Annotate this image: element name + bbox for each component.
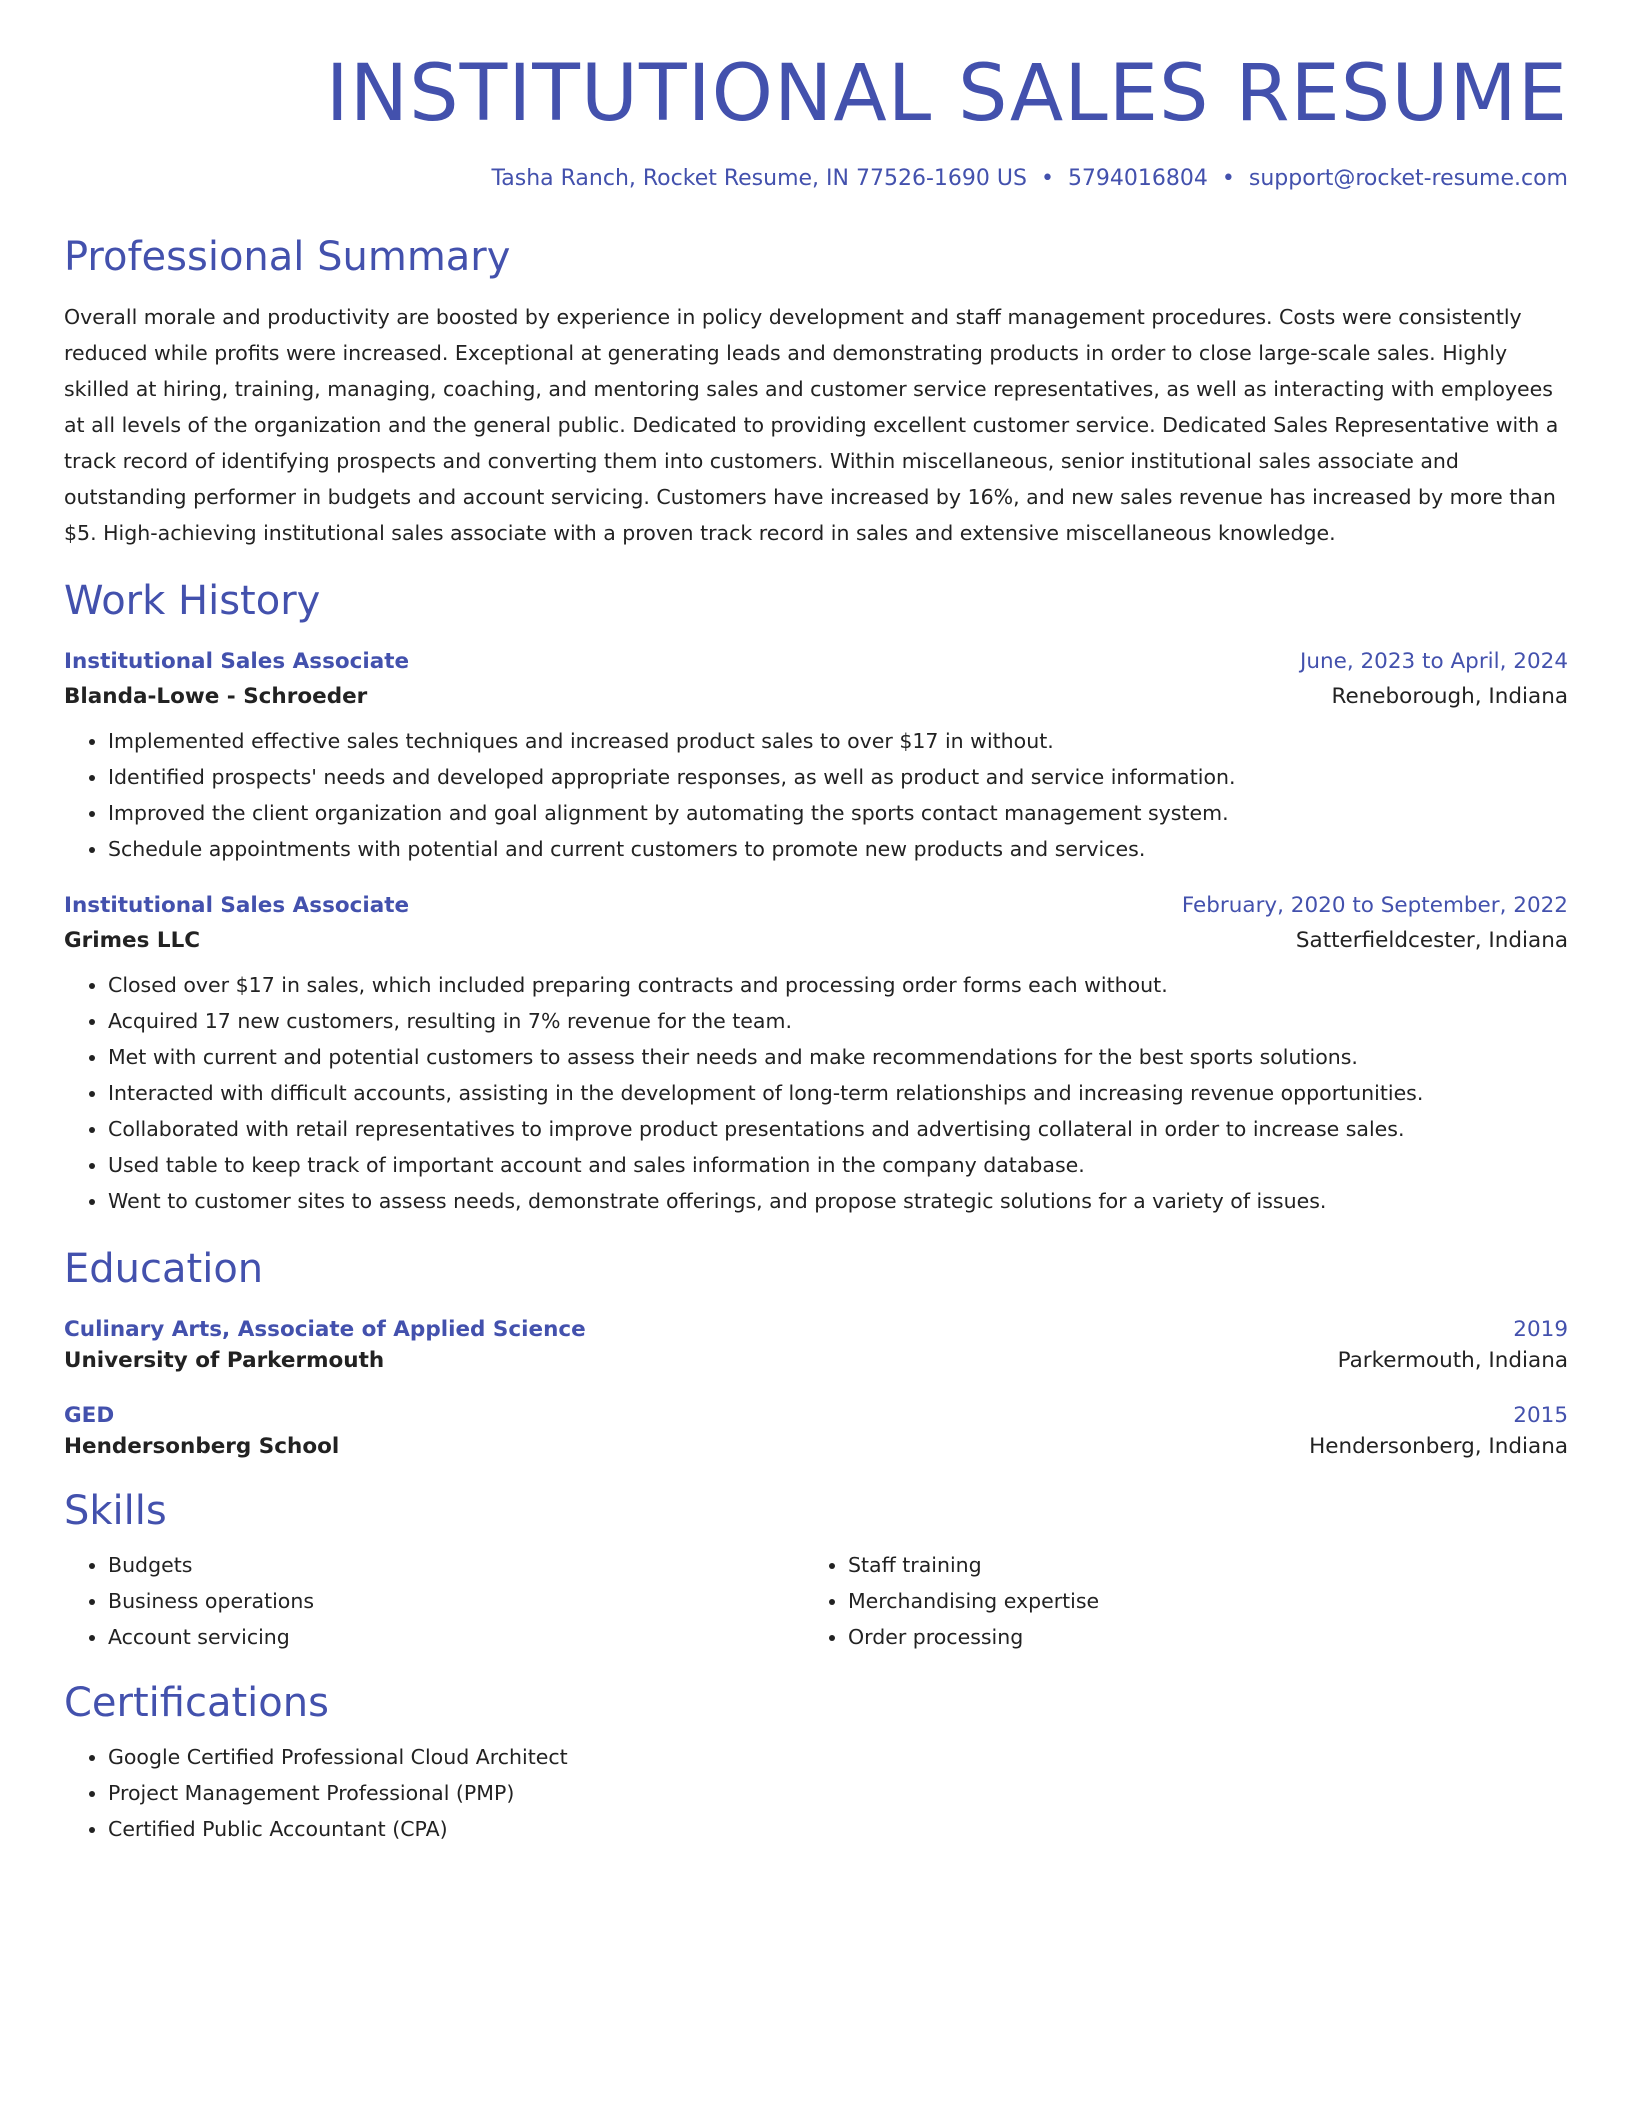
list-item: • Collaborated with retail representatives to improve product presentations and advertising collateral in order to increase sales. [108,1111,1568,1147]
skills-column-right [804,1547,1544,1655]
summary-text: Overall morale and productivity are boosted by experience in policy development and staff management procedures. Costs were consistently reduced while profits were increased. Exceptional at generating leads and demonstrating products in order to close large-scale sales. Highly skilled at hiring, training, managing, coaching, and mentoring sales and customer service representatives, as well as interacting with employees at all levels of the organization and the general public. Dedicated to providing excellent customer service. Dedicated Sales Representative with a track record of identifying prospects and converting them into customers. Within miscellaneous, senior institutional sales associate and outstanding performer in budgets and account servicing. Customers have increased by 16%, and new sales revenue has increased by more than $5. High-achieving institutional sales associate with a proven track record in sales and extensive miscellaneous knowledge. [64,304,1559,545]
job-bullets [64,967,1568,1219]
job-header-row [64,893,1568,918]
education-entry [64,1403,1568,1459]
skill-item: • Business operations [108,1583,804,1619]
certification-item: • Google Certified Professional Cloud Architect [108,1739,1568,1775]
list-item: • Implemented effective sales techniques and increased product sales to over $17 in without. [108,723,1568,759]
certifications-list [64,1739,1568,1847]
resume-title: INSTITUTIONAL SALES RESUME [325,49,1568,139]
job-company-row [64,928,1568,953]
education-location: Parkermouth, Indiana [1337,1347,1568,1373]
education-school: University of Parkermouth [64,1347,385,1373]
work-history-heading: Work History [64,577,321,624]
job-company: Blanda-Lowe - Schroeder [64,683,368,709]
list-item: • Schedule appointments with potential and current customers to promote new products and services. [108,831,1568,867]
contact-line [64,166,1568,191]
education-entry [64,1317,1568,1373]
skills-list [804,1547,1544,1655]
education-degree: GED [64,1402,115,1428]
list-item: • Met with current and potential customers to assess their needs and make recommendations for the best sports solutions. [108,1039,1568,1075]
education-year: 2015 [1513,1402,1568,1428]
skill-item: • Budgets [108,1547,804,1583]
job-company-row [64,684,1568,709]
list-item: • Identified prospects' needs and developed appropriate responses, as well as product and service information. [108,759,1568,795]
list-item: • Went to customer sites to assess needs, demonstrate offerings, and propose strategic solutions for a variety of issues. [108,1183,1568,1219]
education-school-row [64,1348,1568,1373]
certifications-heading: Certifications [64,1679,329,1726]
job-location: Satterfieldcester, Indiana [1295,927,1568,953]
skills-grid [64,1547,1568,1655]
skill-item: • Merchandising expertise [848,1583,1544,1619]
education-year: 2019 [1513,1316,1568,1342]
list-item: • Used table to keep track of important account and sales information in the company database. [108,1147,1568,1183]
contact-phone: 5794016804 [1067,165,1208,191]
job-dates: February, 2020 to September, 2022 [1181,892,1568,918]
contact-separator: • [1221,165,1235,191]
education-location: Hendersonberg, Indiana [1309,1433,1568,1459]
job-entry [64,649,1568,867]
skills-column-left [64,1547,804,1655]
list-item: • Improved the client organization and goal alignment by automating the sports contact management system. [108,795,1568,831]
summary-heading: Professional Summary [64,233,511,280]
contact-address: Tasha Ranch, Rocket Resume, IN 77526-1690 US [491,165,1027,191]
education-school-row [64,1434,1568,1459]
education-heading: Education [64,1245,264,1292]
contact-email[interactable]: support@rocket-resume.com [1248,165,1568,191]
list-item: • Interacted with difficult accounts, assisting in the development of long-term relationships and increasing revenue opportunities. [108,1075,1568,1111]
job-header-row [64,649,1568,674]
certification-item: • Project Management Professional (PMP) [108,1775,1568,1811]
list-item: • Closed over $17 in sales, which included preparing contracts and processing order forms each without. [108,967,1568,1003]
job-dates: June, 2023 to April, 2024 [1300,648,1568,674]
list-item: • Acquired 17 new customers, resulting in 7% revenue for the team. [108,1003,1568,1039]
certification-item: • Certified Public Accountant (CPA) [108,1811,1568,1847]
education-header-row [64,1317,1568,1342]
job-role: Institutional Sales Associate [64,648,410,674]
skill-item: • Account servicing [108,1619,804,1655]
job-bullets [64,723,1568,867]
skills-list [64,1547,804,1655]
job-role: Institutional Sales Associate [64,892,410,918]
education-degree: Culinary Arts, Associate of Applied Science [64,1316,586,1342]
skill-item: • Staff training [848,1547,1544,1583]
education-school: Hendersonberg School [64,1433,340,1459]
skills-heading: Skills [64,1487,167,1534]
skill-item: • Order processing [848,1619,1544,1655]
job-location: Reneborough, Indiana [1331,683,1568,709]
education-header-row [64,1403,1568,1428]
job-entry [64,893,1568,1219]
contact-separator: • [1040,165,1054,191]
job-company: Grimes LLC [64,927,201,953]
